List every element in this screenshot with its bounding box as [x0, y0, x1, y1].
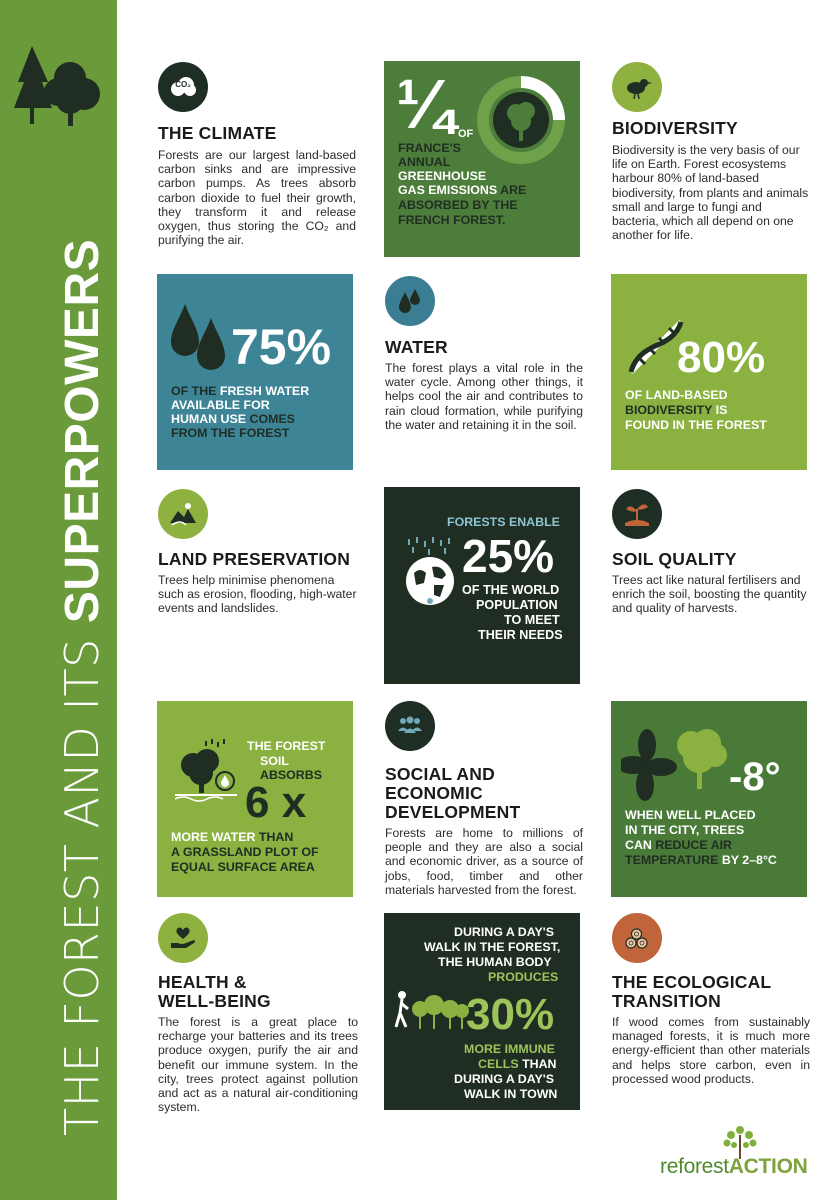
bird-icon: [612, 62, 662, 112]
temp-line3b: REDUCE AIR: [655, 838, 732, 852]
biodiversity-big: 80%: [677, 333, 766, 382]
health-body: The forest is a great place to recharge your batteries and its trees produce oxygen, purify the air and benefit our immune system. In the city, trees protect against pollution and act as a natural air-conditioning system.: [158, 1015, 358, 1115]
social-heading-2: ECONOMIC: [385, 783, 483, 803]
freshwater-line3b: COMES: [249, 412, 295, 426]
fan-tree-icon: [621, 721, 731, 807]
quarter-line4a: GAS EMISSIONS: [398, 183, 498, 197]
immune-line3: THE HUMAN BODY: [438, 955, 552, 969]
social-heading-3: DEVELOPMENT: [385, 802, 521, 822]
transition-heading-1: THE ECOLOGICAL: [612, 972, 772, 992]
trees-icon: [12, 42, 104, 130]
population-top: FORESTS ENABLE: [447, 515, 560, 529]
immune-line6b: THAN: [522, 1057, 557, 1071]
absorb-line1b: THAN: [258, 830, 294, 844]
globe-rain-icon: [398, 537, 462, 607]
absorb-line3: EQUAL SURFACE AREA: [171, 860, 315, 874]
freshwater-big: 75%: [231, 319, 332, 375]
quarter-line4b: ARE: [500, 183, 527, 197]
quarter-line2: ANNUAL: [398, 155, 451, 169]
freshwater-line4: FROM THE FOREST: [171, 426, 290, 440]
logo-tree-icon: [722, 1125, 758, 1159]
freshwater-line2: AVAILABLE FOR: [171, 398, 270, 412]
immune-big: 30%: [466, 990, 555, 1039]
biodiversity-stat-box: [611, 274, 807, 470]
co2-label: CO₂: [175, 80, 191, 89]
social-body: Forests are home to millions of people and they are also a social and economic driver, as a source of jobs, food, timber and other materials harvested from the forest.: [385, 826, 583, 897]
population-line1: OF THE WORLD: [462, 583, 560, 597]
quarter-line5: ABSORBED BY THE: [398, 198, 518, 212]
soil-body: Trees act like natural fertilisers and enrich the soil, boosting the quantity and quality of harvests.: [612, 573, 807, 616]
quarter-big: ¼: [396, 65, 455, 143]
soil-absorb-stat-box: [157, 701, 353, 897]
landslide-icon: [158, 489, 208, 539]
immune-line6a: CELLS: [478, 1057, 519, 1071]
population-big: 25%: [462, 530, 555, 582]
landbio-line3: FOUND IN THE FOREST: [625, 418, 767, 432]
absorb-line2: A GRASSLAND PLOT OF: [171, 845, 319, 859]
temperature-big: -8°: [729, 755, 781, 799]
temp-line3a: CAN: [625, 838, 652, 852]
population-line3: TO MEET: [504, 613, 560, 627]
soil-heading: SOIL QUALITY: [612, 549, 737, 569]
immune-line1: DURING A DAY'S: [454, 925, 555, 939]
water-drops-icon: [169, 302, 229, 372]
freshwater-line1a: OF THE: [171, 384, 217, 398]
tree-soil-icon: [171, 739, 241, 809]
climate-body: Forests are our largest land-based carbon sinks and are impressive carbon pumps. As trees absorb carbon dioxide to fuel their growth, they transform it and release oxygen, thus storing the CO₂ and purifying the air.: [158, 148, 356, 248]
logs-icon: [612, 913, 662, 963]
water-drop-icon: [385, 276, 435, 326]
transition-body: If wood comes from sustainably managed forests, it is much more energy-efficient than other materials and helps store carbon, even in processed wood products.: [612, 1015, 810, 1086]
temp-line2: IN THE CITY, TREES: [625, 823, 745, 837]
health-heading-1: HEALTH &: [158, 972, 247, 992]
sprout-icon: [612, 489, 662, 539]
water-body: The forest plays a vital role in the water cycle. Among other things, it helps cool the air and contributes to rain cloud formation, while purifying the water and retaining it in the soil.: [385, 361, 583, 432]
landbio-line1: OF LAND-BASED: [625, 388, 728, 402]
immune-line7: DURING A DAY'S: [454, 1072, 555, 1086]
transition-heading-2: TRANSITION: [612, 991, 721, 1011]
absorb-top1: THE FOREST: [247, 739, 326, 753]
absorb-top2a: SOIL: [260, 754, 289, 768]
people-icon: [385, 701, 435, 751]
land-heading: LAND PRESERVATION: [158, 549, 351, 569]
immune-line4: PRODUCES: [488, 970, 559, 984]
freshwater-stat-box: [157, 274, 353, 470]
logo-part1: reforest: [660, 1155, 729, 1178]
biodiversity-body: Biodiversity is the very basis of our life on Earth. Forest ecosystems harbour 80% of land-based biodiversity, from plants and animals small and large to fungi and bacteria, which all depend on one another for life.: [612, 143, 809, 243]
sidebar: [0, 0, 117, 1200]
temp-line4a: TEMPERATURE: [625, 853, 719, 867]
temperature-stat-box: [611, 701, 807, 897]
quarter-line1: FRANCE'S: [398, 141, 461, 155]
tree-ring-icon: [476, 75, 566, 165]
absorb-big: 6 x: [245, 778, 307, 827]
freshwater-line3a: HUMAN USE: [171, 412, 247, 426]
hiker-forest-icon: [394, 983, 470, 1033]
logo-wordmark: [660, 1155, 808, 1179]
biodiversity-heading: BIODIVERSITY: [612, 118, 738, 138]
landbio-line2a: BIODIVERSITY: [625, 403, 713, 417]
absorb-line1a: MORE WATER: [171, 830, 256, 844]
page-title: THE FOREST AND ITS SUPERPOWERS: [55, 238, 109, 1136]
landbio-line2b: IS: [715, 403, 728, 417]
absorb-top2b: ABSORBS: [260, 768, 322, 782]
immune-stat-box: [384, 913, 580, 1110]
population-line2: POPULATION: [476, 598, 558, 612]
water-heading: WATER: [385, 337, 448, 357]
logo-part2: ACTION: [728, 1155, 808, 1178]
freshwater-line1b: FRESH WATER: [219, 384, 310, 398]
land-body: Trees help minimise phenomena such as erosion, flooding, high-water events and landslides.: [158, 573, 357, 616]
heart-hand-icon: [158, 913, 208, 963]
quarter-of: OF: [458, 128, 474, 140]
climate-heading: THE CLIMATE: [158, 123, 277, 143]
temp-line4b: BY 2–8°C: [721, 853, 777, 867]
temp-line1: WHEN WELL PLACED: [625, 808, 756, 822]
population-stat-box: [384, 487, 580, 684]
immune-line2: WALK IN THE FOREST,: [424, 940, 561, 954]
immune-line8: WALK IN TOWN: [464, 1087, 558, 1101]
population-line4: THEIR NEEDS: [478, 628, 563, 642]
immune-line5: MORE IMMUNE: [464, 1042, 555, 1056]
quarter-line3: GREENHOUSE: [398, 169, 487, 183]
health-heading-2: WELL-BEING: [158, 991, 271, 1011]
quarter-line6: FRENCH FOREST.: [398, 213, 506, 227]
reforest-action-logo: [660, 1125, 810, 1185]
quarter-stat-box: [384, 61, 580, 257]
social-heading-1: SOCIAL AND: [385, 764, 495, 784]
